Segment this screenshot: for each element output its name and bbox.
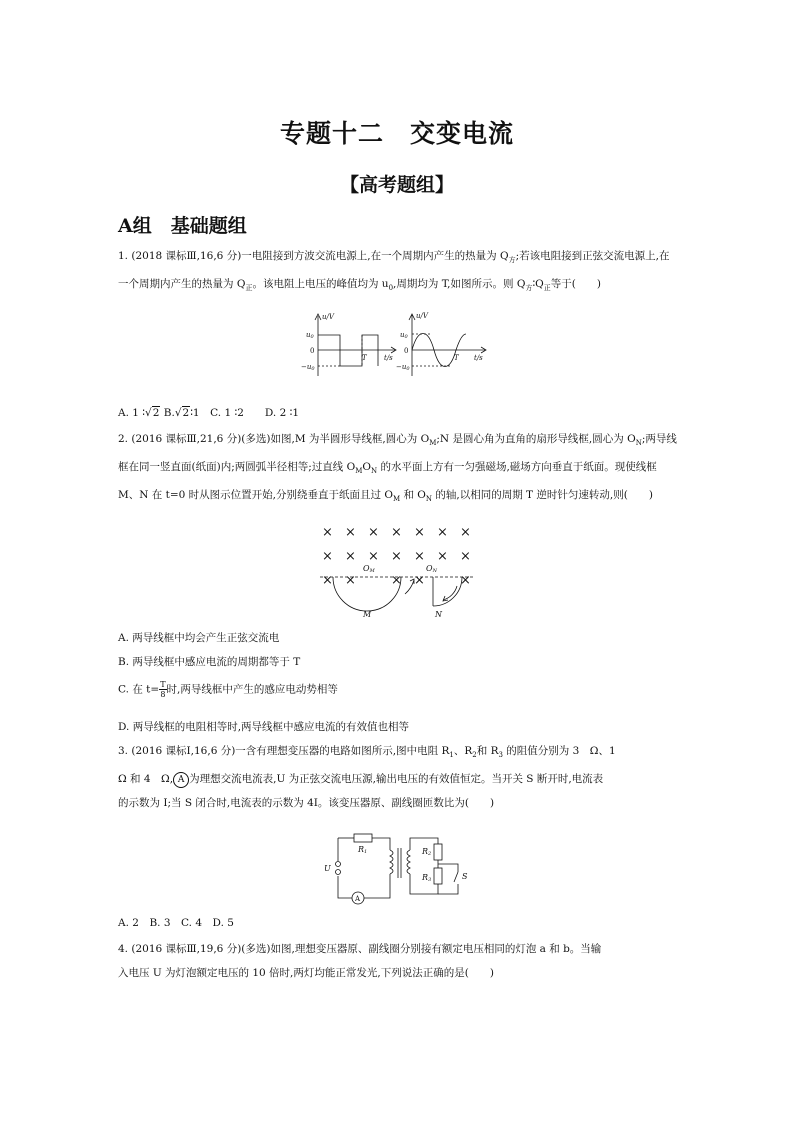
field-cross-mark: × xyxy=(414,549,425,564)
field-cross-mark: × xyxy=(322,549,333,564)
field-cross-mark: × xyxy=(368,525,379,540)
page-subtitle: 【高考题组】 xyxy=(339,174,454,196)
question-4-text: 4. (2016 课标Ⅲ,19,6 分)(多选)如图,理想变压器原、副线圈分别接有额定电压相同的灯泡 a 和 b。当输 入电压 U 为灯泡额定电压的 10 倍时,两灯均能正常发光,下列说法正确的是( ) xyxy=(118,943,602,979)
svg-text:−u0: −u0 xyxy=(301,363,315,372)
field-cross-mark: × xyxy=(460,573,471,588)
svg-text:t/s: t/s xyxy=(384,354,393,362)
field-cross-mark: × xyxy=(414,573,425,588)
question-1-text: 1. (2018 课标Ⅲ,16,6 分)一电阻接到方波交流电源上,在一个周期内产生的热量为 $Q_方$;若该电阻接到正弦交流电源上,在一个周期内产生的热量为 $Q_正$。该电阻上电压的峰值均为 $u_0$,周期均为 T,如图所示。则 $Q_方∶Q_正$等于( ) xyxy=(118,250,670,293)
question-2-option-a: A. 两导线框中均会产生正弦交流电 xyxy=(118,632,280,644)
field-cross-mark: × xyxy=(437,525,448,540)
section-heading: A组 基础题组 xyxy=(118,215,247,237)
svg-text:OM: OM xyxy=(363,564,375,574)
field-cross-mark: × xyxy=(345,549,356,564)
svg-text:−u0: −u0 xyxy=(396,363,410,372)
svg-text:T: T xyxy=(362,354,367,362)
field-cross-mark: × xyxy=(322,525,333,540)
u-axis-label-1: u/V xyxy=(322,313,334,321)
svg-text:T: T xyxy=(454,354,459,362)
page-title: 专题十二 交变电流 xyxy=(279,119,514,148)
svg-text:R3: R3 xyxy=(422,873,432,883)
field-cross-mark: × xyxy=(322,573,333,588)
field-cross-mark: × xyxy=(460,525,471,540)
svg-text:S: S xyxy=(462,872,468,881)
question-2-text: 2. (2016 课标Ⅲ,21,6 分)(多选)如图,M 为半圆形导线框,圆心为 $O_M;N$ 是圆心角为直角的扇形导线框,圆心为 $O_N$;两导线框在同一竖直面(纸面)内;两圆弧半径相等;过直线 $O_MO_N$ 的水平面上方有一匀强磁场,磁场方向垂直于纸面。现使线框 M、N 在 t=0 时从图示位置开始,分别绕垂直于纸面且过 $O_M$ 和 $O_N$ 的轴,以相同的周期 T 逆时针匀速转动,则( ) xyxy=(118,433,677,504)
field-cross-mark: × xyxy=(391,549,402,564)
question-3-options: A. 2 B. 3 C. 4 D. 5 xyxy=(118,917,234,929)
field-cross-mark: × xyxy=(345,573,356,588)
ammeter-symbol: A xyxy=(173,772,189,788)
field-cross-mark: × xyxy=(391,525,402,540)
u-axis-label-2: u/V xyxy=(416,312,428,320)
question-3-text: 3. (2016 课标Ⅰ,16,6 分)一含有理想变压器的电路如图所示,图中电阻 $R_1$、$R_2$和 $R_3$ 的阻值分别为 3 Ω、1 Ω 和 4 Ω, A 为理想交流电流表,U 为正弦交流电压源,输出电压的有效值恒定。当开关 S 断开时,电流表 的示数为 I;当 S 闭合时,电流表的示数为 4I。该变压器原、副线圈匝数比为( ) xyxy=(118,745,616,810)
question-2-option-b: B. 两导线框中感应电流的周期都等于 T xyxy=(118,656,301,668)
field-cross-mark: × xyxy=(368,549,379,564)
field-cross-mark: × xyxy=(345,525,356,540)
svg-text:u0: u0 xyxy=(306,331,314,340)
question-2-option-c: C. 在 t= $\frac{T}{8}$ 时,两导线框中产生的感应电动势相等 xyxy=(118,680,338,699)
svg-text:R1: R1 xyxy=(358,845,368,855)
question-2-figure xyxy=(315,520,480,620)
svg-text:R2: R2 xyxy=(422,847,432,857)
field-cross-mark: × xyxy=(391,573,402,588)
svg-text:N: N xyxy=(435,610,442,619)
svg-text:U: U xyxy=(324,864,331,873)
svg-text:M: M xyxy=(363,610,372,619)
question-1-options: A. 1 ∶√2 B.√2∶1 C. 1 ∶2 D. 2 ∶1 xyxy=(118,407,300,419)
field-cross-mark: × xyxy=(437,549,448,564)
question-3-figure xyxy=(318,828,478,908)
question-1-figure xyxy=(300,310,500,382)
svg-text:0: 0 xyxy=(404,347,409,355)
svg-text:t/s: t/s xyxy=(474,354,483,362)
field-cross-mark: × xyxy=(460,549,471,564)
field-cross-mark: × xyxy=(414,525,425,540)
question-2-option-d: D. 两导线框的电阻相等时,两导线框中感应电流的有效值也相等 xyxy=(118,721,410,733)
svg-text:0: 0 xyxy=(310,347,315,355)
svg-text:ON: ON xyxy=(426,564,437,574)
svg-text:A: A xyxy=(355,895,361,903)
svg-text:u0: u0 xyxy=(400,331,408,340)
